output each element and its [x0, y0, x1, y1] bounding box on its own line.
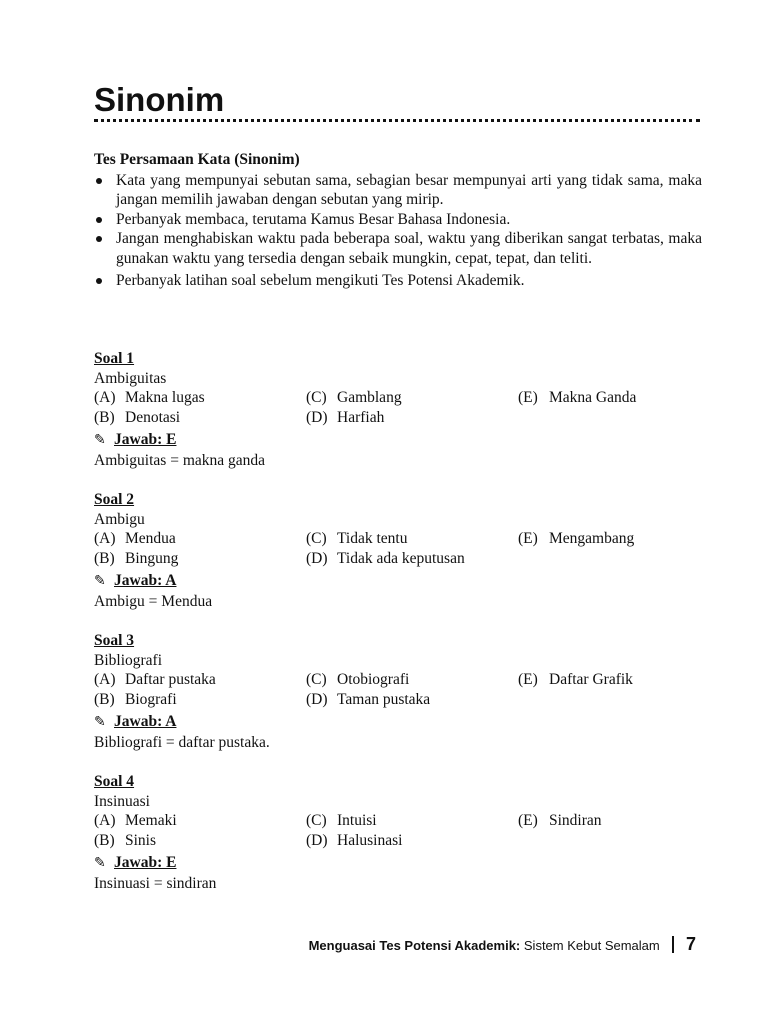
answer-line: [94, 712, 702, 733]
question-word: Ambigu: [94, 510, 145, 528]
option-b: (B) Biografi: [94, 690, 177, 708]
options-grid: [94, 529, 702, 568]
footer-subtitle: Sistem Kebut Semalam: [523, 938, 660, 953]
question-label: Soal 2: [94, 491, 135, 508]
footer-separator: [672, 936, 674, 953]
answer-line: [94, 853, 702, 874]
page-number: 7: [685, 934, 696, 954]
list-item-text: Perbanyak latihan soal sebelum mengikuti Tes Potensi Akademik.: [116, 272, 525, 289]
question-label: Soal 3: [94, 632, 135, 649]
option-c: (C) Gamblang: [306, 389, 402, 406]
option-c: (C) Intuisi: [306, 812, 377, 829]
answer-explanation: Ambigu = Mendua: [94, 592, 213, 610]
answer-key: Jawab: A: [114, 572, 177, 589]
answer-key: Jawab: E: [114, 854, 177, 871]
option-c: (C) Otobiografi: [306, 671, 410, 688]
dotted-divider: [94, 119, 700, 122]
list-item-text: Jangan menghabiskan waktu pada beberapa soal, waktu yang diberikan sangat terbatas, maka gunakan waktu yang tersedia dengan sebaik mungkin, cepat, tepat, dan teliti.: [116, 230, 702, 267]
intro-heading: Tes Persamaan Kata (Sinonim): [94, 151, 300, 168]
question-block: [94, 631, 702, 752]
intro-section: [94, 150, 702, 291]
list-item: [94, 171, 702, 210]
tips-list: [94, 171, 702, 291]
answer-explanation: Insinuasi = sindiran: [94, 874, 217, 892]
answer-line: [94, 571, 702, 592]
option-c: (C) Tidak tentu: [306, 530, 408, 547]
option-e: (E) Makna Ganda: [518, 389, 637, 406]
options-grid: [94, 670, 702, 709]
question-block: [94, 349, 702, 470]
question-block: [94, 490, 702, 611]
option-e: (E) Daftar Grafik: [518, 671, 633, 688]
option-d: (D) Tidak ada keputusan: [306, 549, 465, 567]
pencil-icon: ✎: [94, 432, 106, 448]
page-title: Sinonim: [94, 81, 225, 118]
option-d: (D) Halusinasi: [306, 831, 403, 849]
question-label: Soal 1: [94, 350, 135, 367]
option-a: (A) Daftar pustaka: [94, 671, 216, 688]
pencil-icon: ✎: [94, 714, 106, 730]
options-grid: [94, 388, 702, 427]
option-b: (B) Bingung: [94, 549, 179, 567]
answer-key: Jawab: E: [114, 431, 177, 448]
list-item: [94, 229, 702, 268]
answer-explanation: Ambiguitas = makna ganda: [94, 451, 266, 469]
footer-book-title: Menguasai Tes Potensi Akademik:: [308, 938, 521, 953]
list-item-text: Perbanyak membaca, terutama Kamus Besar Bahasa Indonesia.: [116, 210, 511, 228]
option-a: (A) Makna lugas: [94, 389, 205, 406]
pencil-icon: ✎: [94, 855, 106, 871]
bullet-dot-icon: [96, 278, 102, 284]
option-a: (A) Mendua: [94, 530, 176, 547]
question-block: [94, 772, 702, 893]
option-e: (E) Sindiran: [518, 812, 602, 829]
answer-explanation: Bibliografi = daftar pustaka.: [94, 733, 270, 751]
pencil-icon: ✎: [94, 573, 106, 589]
option-b: (B) Sinis: [94, 831, 157, 849]
option-d: (D) Harfiah: [306, 408, 385, 426]
list-item-text: Kata yang mempunyai sebutan sama, sebagian besar mempunyai arti yang tidak sama, maka jangan memilih jawaban dengan sebutan yang mirip.: [116, 171, 702, 208]
bullet-dot-icon: [96, 178, 102, 184]
bullet-dot-icon: [96, 217, 102, 223]
option-b: (B) Denotasi: [94, 408, 181, 426]
option-e: (E) Mengambang: [518, 530, 635, 547]
answer-line: [94, 430, 702, 451]
list-item: [94, 210, 702, 230]
option-d: (D) Taman pustaka: [306, 690, 431, 708]
page-footer: [309, 934, 696, 956]
answer-key: Jawab: A: [114, 713, 177, 730]
question-word: Ambiguitas: [94, 369, 167, 387]
question-word: Bibliografi: [94, 651, 163, 669]
option-a: (A) Memaki: [94, 812, 177, 829]
question-label: Soal 4: [94, 773, 135, 790]
question-word: Insinuasi: [94, 792, 150, 810]
bullet-dot-icon: [96, 236, 102, 242]
options-grid: [94, 811, 702, 850]
list-item: [94, 271, 702, 291]
